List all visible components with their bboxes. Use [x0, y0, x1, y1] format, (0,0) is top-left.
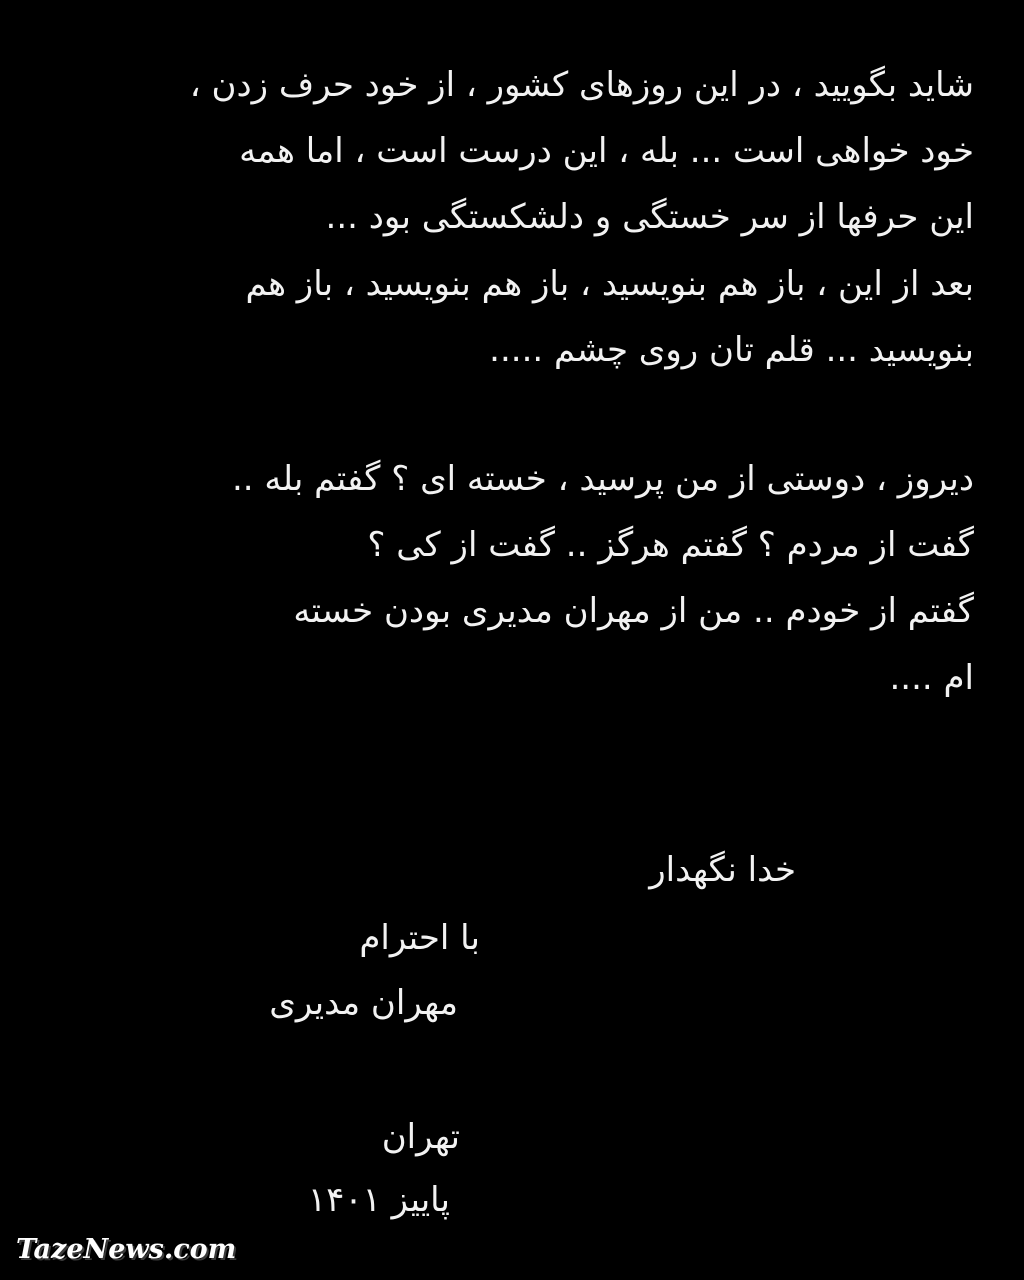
paragraph1-line-5: بنویسید ... قلم تان روی چشم .....: [489, 330, 974, 370]
signature-name: مهران مدیری: [269, 983, 458, 1023]
paragraph2-line-2: گفت از مردم ؟ گفتم هرگز .. گفت از کی ؟: [367, 525, 974, 565]
paragraph2-line-1: دیروز ، دوستی از من پرسید ، خسته ای ؟ گفتم بله ..: [231, 459, 974, 499]
paragraph1-line-1: شاید بگویید ، در این روزهای کشور ، از خود حرف زدن ،: [189, 65, 974, 105]
date-text: پاییز ۱۴۰۱: [307, 1180, 450, 1220]
watermark-logo: TazeNews.com: [16, 1234, 237, 1265]
paragraph1-line-3: این حرفها از سر خستگی و دلشکستگی بود ...: [325, 197, 974, 237]
regards-text: با احترام: [359, 918, 480, 958]
paragraph1-line-2: خود خواهی است ... بله ، این درست است ، اما همه: [239, 131, 974, 171]
paragraph2-line-4: ام ....: [889, 658, 974, 698]
paragraph2-line-3: گفتم از خودم .. من از مهران مدیری بودن خسته: [293, 591, 974, 631]
farewell-text: خدا نگهدار: [649, 850, 796, 890]
city-text: تهران: [381, 1117, 460, 1157]
paragraph1-line-4: بعد از این ، باز هم بنویسید ، باز هم بنویسید ، باز هم: [245, 264, 974, 304]
